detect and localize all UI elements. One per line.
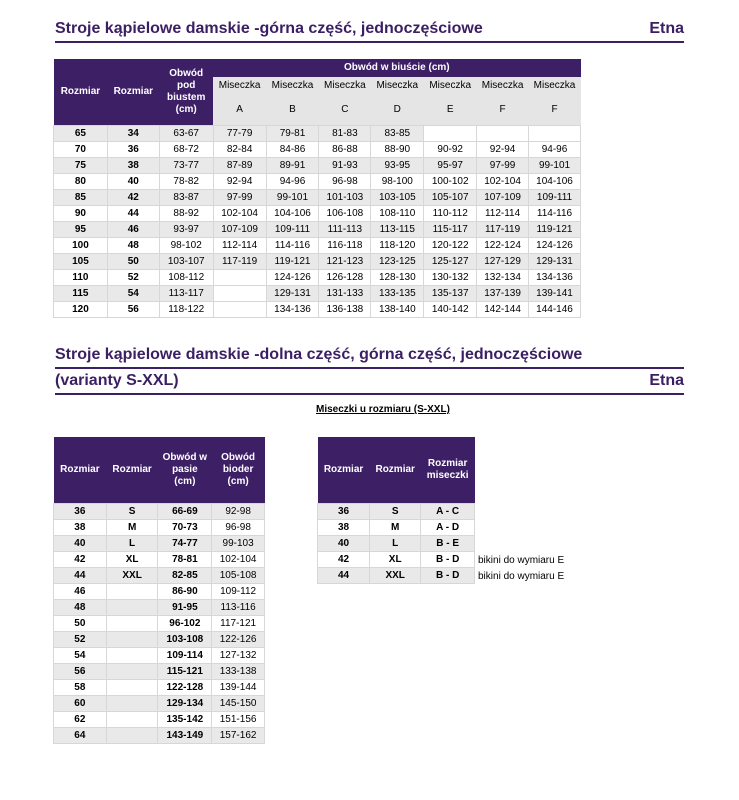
table-cell: 97-99 (477, 157, 529, 173)
table-cell: 133-135 (371, 285, 424, 301)
table-cell: 114-116 (529, 205, 581, 221)
table-cell: 105-108 (212, 567, 265, 583)
table-cell: 91-93 (319, 157, 371, 173)
table-cell: 101-103 (319, 189, 371, 205)
table-cell: 46 (54, 583, 107, 599)
table-cell: 103-105 (371, 189, 424, 205)
cup-letter: D (371, 95, 424, 125)
table-row (54, 631, 265, 647)
table-cell: B - E (421, 535, 475, 551)
table-row (54, 285, 581, 301)
table-cell: 73-77 (159, 157, 213, 173)
table-cell: 85 (54, 189, 108, 205)
section1-title (55, 20, 684, 43)
table-cell: 109-112 (212, 583, 265, 599)
table-cell: 100 (54, 237, 108, 253)
section2-brand: Etna (649, 372, 684, 389)
table-cell: 79-81 (266, 125, 319, 141)
table-cell: 105-107 (424, 189, 477, 205)
table-cell: 36 (54, 503, 107, 519)
table-cell: 103-108 (158, 631, 212, 647)
cup-label: Miseczka (371, 77, 424, 95)
table-cell: 117-119 (213, 253, 266, 269)
table-cell: 86-88 (319, 141, 371, 157)
table-cell: 115-121 (158, 663, 212, 679)
table-cell: 80 (54, 173, 108, 189)
table-cell (424, 125, 477, 141)
table-row (54, 535, 265, 551)
table-cell: 44 (54, 567, 107, 583)
table-cell: 109-111 (266, 221, 319, 237)
table-cell: 99-101 (529, 157, 581, 173)
table-cell: 60 (54, 695, 107, 711)
table-row (54, 301, 581, 317)
table-cell: 58 (54, 679, 107, 695)
table-cell (106, 583, 158, 599)
table-cell: 134-136 (529, 269, 581, 285)
table-cell: L (106, 535, 158, 551)
table-cell (477, 125, 529, 141)
table-cell: 46 (107, 221, 159, 237)
table-cell: 38 (54, 519, 107, 535)
table-cell: 105 (54, 253, 108, 269)
table-row (54, 663, 265, 679)
table-cell: 151-156 (212, 711, 265, 727)
table-cell (106, 711, 158, 727)
header-rozmiar-1: Rozmiar (54, 59, 108, 125)
table-cell: 70 (54, 141, 108, 157)
table-row (54, 583, 265, 599)
table-cell: 99-103 (212, 535, 265, 551)
table-cell: 54 (54, 647, 107, 663)
cup-label: Miseczka (213, 77, 266, 95)
table-cell: 144-146 (529, 301, 581, 317)
t3-header-cup: Rozmiar miseczki (421, 437, 475, 503)
table-row (54, 237, 581, 253)
table-cell: 82-85 (158, 567, 212, 583)
table-row (318, 551, 475, 567)
table-cell: 42 (107, 189, 159, 205)
table-cell: 113-115 (371, 221, 424, 237)
table-cell: 117-119 (477, 221, 529, 237)
table-cell: 54 (107, 285, 159, 301)
table-cell: 122-124 (477, 237, 529, 253)
table-cell: 44 (107, 205, 159, 221)
table-cell: XXL (106, 567, 158, 583)
table-cell: 98-102 (159, 237, 213, 253)
table-cell: 87-89 (213, 157, 266, 173)
table-row (54, 221, 581, 237)
table-cell: 40 (318, 535, 370, 551)
table-cell: 94-96 (529, 141, 581, 157)
cup-label: Miseczka (424, 77, 477, 95)
table-cell: 100-102 (424, 173, 477, 189)
table-cell: 48 (107, 237, 159, 253)
table-row (54, 647, 265, 663)
table-cell: 74-77 (158, 535, 212, 551)
table-cell: 109-114 (158, 647, 212, 663)
table-cell: 119-121 (266, 253, 319, 269)
table-cell: 78-82 (159, 173, 213, 189)
table-row (54, 253, 581, 269)
table-cell: 94-96 (266, 173, 319, 189)
table-cell: 143-149 (158, 727, 212, 743)
t2-header-hips: Obwód bioder (cm) (212, 437, 265, 503)
table-cell: 124-126 (266, 269, 319, 285)
table-cell: 36 (318, 503, 370, 519)
cup-letter: A (213, 95, 266, 125)
section1-brand: Etna (649, 20, 684, 37)
table-cell: 88-92 (159, 205, 213, 221)
table-cell: 145-150 (212, 695, 265, 711)
table-cell: 117-121 (212, 615, 265, 631)
table-cell: 132-134 (477, 269, 529, 285)
table-cell: 118-120 (371, 237, 424, 253)
table-cell: 122-128 (158, 679, 212, 695)
table-cell (213, 285, 266, 301)
table-cell: S (370, 503, 421, 519)
section2-subtitle (55, 372, 684, 395)
cup-letter: F (529, 95, 581, 125)
section2-subtitle-text: (varianty S-XXL) (55, 372, 179, 389)
table-cell: 112-114 (477, 205, 529, 221)
table-cell: 56 (54, 663, 107, 679)
table-cell: B - D (421, 567, 475, 583)
table-cell (529, 125, 581, 141)
header-underbust: Obwód pod biustem (cm) (159, 59, 213, 125)
table-cell: 139-141 (529, 285, 581, 301)
table-row (318, 519, 475, 535)
table-cell: 114-116 (266, 237, 319, 253)
table-cell: 142-144 (477, 301, 529, 317)
table-cell: 119-121 (529, 221, 581, 237)
table-cell: 93-97 (159, 221, 213, 237)
table-cell: 70-73 (158, 519, 212, 535)
cup-label: Miseczka (266, 77, 319, 95)
table-cell: 40 (107, 173, 159, 189)
table-row (54, 125, 581, 141)
table-cell: 129-134 (158, 695, 212, 711)
table-row (318, 567, 475, 583)
table-cell: 102-104 (212, 551, 265, 567)
table-cell: 62 (54, 711, 107, 727)
cups-table-title: Miseczki u rozmiaru (S-XXL) (316, 404, 450, 415)
table-cell: 104-106 (266, 205, 319, 221)
table-row (54, 599, 265, 615)
table-cell (106, 663, 158, 679)
table-cell: 42 (54, 551, 107, 567)
table-cell: 124-126 (529, 237, 581, 253)
section1-title-text: Stroje kąpielowe damskie -górna część, jednoczęściowe (55, 20, 483, 37)
table-cell: 98-100 (371, 173, 424, 189)
table-cell: 134-136 (266, 301, 319, 317)
cup-letter: E (424, 95, 477, 125)
t2-header-rozmiar-2: Rozmiar (106, 437, 158, 503)
table-cell: M (370, 519, 421, 535)
table-cell: 113-116 (212, 599, 265, 615)
table-cell: 52 (107, 269, 159, 285)
table-cell: 86-90 (158, 583, 212, 599)
table-cell: 36 (107, 141, 159, 157)
table-cell: XL (106, 551, 158, 567)
table-cell: XL (370, 551, 421, 567)
table-cell: 96-98 (319, 173, 371, 189)
table-cell (106, 599, 158, 615)
table-cell: 75 (54, 157, 108, 173)
table-cell: 102-104 (477, 173, 529, 189)
table-cell: 66-69 (158, 503, 212, 519)
table-cell: 125-127 (424, 253, 477, 269)
table-cell: 89-91 (266, 157, 319, 173)
table-row (54, 711, 265, 727)
table-cell: 91-95 (158, 599, 212, 615)
table-cell: XXL (370, 567, 421, 583)
table-cell: 111-113 (319, 221, 371, 237)
table-cell: 133-138 (212, 663, 265, 679)
table-cell: 108-110 (371, 205, 424, 221)
table-cell: 131-133 (319, 285, 371, 301)
table-cell: 50 (54, 615, 107, 631)
table-row (318, 503, 475, 519)
table-row (54, 157, 581, 173)
t3-header-rozmiar-2: Rozmiar (370, 437, 421, 503)
cup-note-1: bikini do wymiaru E (478, 555, 565, 566)
table-cell: 120 (54, 301, 108, 317)
table-cell: 110-112 (424, 205, 477, 221)
table-cell: 68-72 (159, 141, 213, 157)
table-cell: 90 (54, 205, 108, 221)
table-cell: B - D (421, 551, 475, 567)
table-cell: 95-97 (424, 157, 477, 173)
table-cell: 42 (318, 551, 370, 567)
table-cell: 50 (107, 253, 159, 269)
table-cell: 123-125 (371, 253, 424, 269)
t3-header-rozmiar-1: Rozmiar (318, 437, 370, 503)
table-row (54, 519, 265, 535)
table-cell (106, 727, 158, 743)
section2-title (55, 346, 684, 369)
table-cell: 84-86 (266, 141, 319, 157)
cup-note-2: bikini do wymiaru E (478, 571, 565, 582)
table-cell: L (370, 535, 421, 551)
table-cell: 65 (54, 125, 108, 141)
table-cell: 116-118 (319, 237, 371, 253)
table-cell: 64 (54, 727, 107, 743)
table-cell: 128-130 (371, 269, 424, 285)
header-bust: Obwód w biuście (cm) (213, 59, 580, 77)
table-cell: 56 (107, 301, 159, 317)
table-cell: 130-132 (424, 269, 477, 285)
table-row (54, 551, 265, 567)
header-rozmiar-2: Rozmiar (107, 59, 159, 125)
table-cell (106, 679, 158, 695)
table-cell: 99-101 (266, 189, 319, 205)
table-cell: 136-138 (319, 301, 371, 317)
table-cell: 96-98 (212, 519, 265, 535)
table-cell: 97-99 (213, 189, 266, 205)
table-cell: 115-117 (424, 221, 477, 237)
table-row (54, 141, 581, 157)
table-cell: 93-95 (371, 157, 424, 173)
table-row (54, 189, 581, 205)
table-row (54, 695, 265, 711)
cup-label: Miseczka (529, 77, 581, 95)
bust-size-table (53, 59, 581, 318)
table-cell: 115 (54, 285, 108, 301)
table-cell (106, 615, 158, 631)
table-row (54, 205, 581, 221)
table-cell: 63-67 (159, 125, 213, 141)
table-cell: 112-114 (213, 237, 266, 253)
table-cell (213, 301, 266, 317)
table-cell: 129-131 (266, 285, 319, 301)
table-cell: 138-140 (371, 301, 424, 317)
table-cell: 129-131 (529, 253, 581, 269)
table-cell: 38 (107, 157, 159, 173)
table-cell: 34 (107, 125, 159, 141)
table-cell: 121-123 (319, 253, 371, 269)
table-cell: 127-129 (477, 253, 529, 269)
table-cell: 107-109 (477, 189, 529, 205)
table-cell (106, 695, 158, 711)
table-cell: 48 (54, 599, 107, 615)
table-cell: A - D (421, 519, 475, 535)
table-row (54, 727, 265, 743)
table-row (318, 535, 475, 551)
table-row (54, 567, 265, 583)
table-cell: 120-122 (424, 237, 477, 253)
table-cell: 122-126 (212, 631, 265, 647)
table-cell: 137-139 (477, 285, 529, 301)
table-cell: 92-94 (477, 141, 529, 157)
table-cell: 88-90 (371, 141, 424, 157)
table-cell: 78-81 (158, 551, 212, 567)
section2-title-text: Stroje kąpielowe damskie -dolna część, górna część, jednoczęściowe (55, 346, 583, 363)
table-cell: 92-98 (212, 503, 265, 519)
table-cell (213, 269, 266, 285)
cup-size-table (317, 437, 475, 584)
table-cell: 106-108 (319, 205, 371, 221)
table-cell: 108-112 (159, 269, 213, 285)
table-cell: 113-117 (159, 285, 213, 301)
table-cell: 135-142 (158, 711, 212, 727)
table-cell: 104-106 (529, 173, 581, 189)
table-cell: 135-137 (424, 285, 477, 301)
cup-letter: B (266, 95, 319, 125)
table-cell: 81-83 (319, 125, 371, 141)
table-row (54, 503, 265, 519)
table-cell: 92-94 (213, 173, 266, 189)
table-cell (106, 631, 158, 647)
cup-letter: F (477, 95, 529, 125)
table-cell: 118-122 (159, 301, 213, 317)
table-cell: 102-104 (213, 205, 266, 221)
table-cell: M (106, 519, 158, 535)
table-cell: 110 (54, 269, 108, 285)
table-cell: 140-142 (424, 301, 477, 317)
t2-header-waist: Obwód w pasie (cm) (158, 437, 212, 503)
t2-header-rozmiar-1: Rozmiar (54, 437, 107, 503)
cup-letter: C (319, 95, 371, 125)
table-cell: 157-162 (212, 727, 265, 743)
waist-hips-table (53, 437, 265, 744)
table-cell: 77-79 (213, 125, 266, 141)
cup-label: Miseczka (319, 77, 371, 95)
table-cell: 52 (54, 631, 107, 647)
table-cell: 109-111 (529, 189, 581, 205)
table-cell: 38 (318, 519, 370, 535)
table-cell: 83-85 (371, 125, 424, 141)
table-cell: 90-92 (424, 141, 477, 157)
table-cell: 95 (54, 221, 108, 237)
table-row (54, 679, 265, 695)
table-cell: 107-109 (213, 221, 266, 237)
cup-label: Miseczka (477, 77, 529, 95)
table-row (54, 615, 265, 631)
table-cell (106, 647, 158, 663)
table-cell: 139-144 (212, 679, 265, 695)
table-cell: S (106, 503, 158, 519)
table-cell: 82-84 (213, 141, 266, 157)
table-cell: 40 (54, 535, 107, 551)
table-cell: 127-132 (212, 647, 265, 663)
table-cell: 126-128 (319, 269, 371, 285)
table-row (54, 173, 581, 189)
table-cell: 83-87 (159, 189, 213, 205)
table-cell: 96-102 (158, 615, 212, 631)
table-cell: A - C (421, 503, 475, 519)
table-cell: 103-107 (159, 253, 213, 269)
table-cell: 44 (318, 567, 370, 583)
table-row (54, 269, 581, 285)
